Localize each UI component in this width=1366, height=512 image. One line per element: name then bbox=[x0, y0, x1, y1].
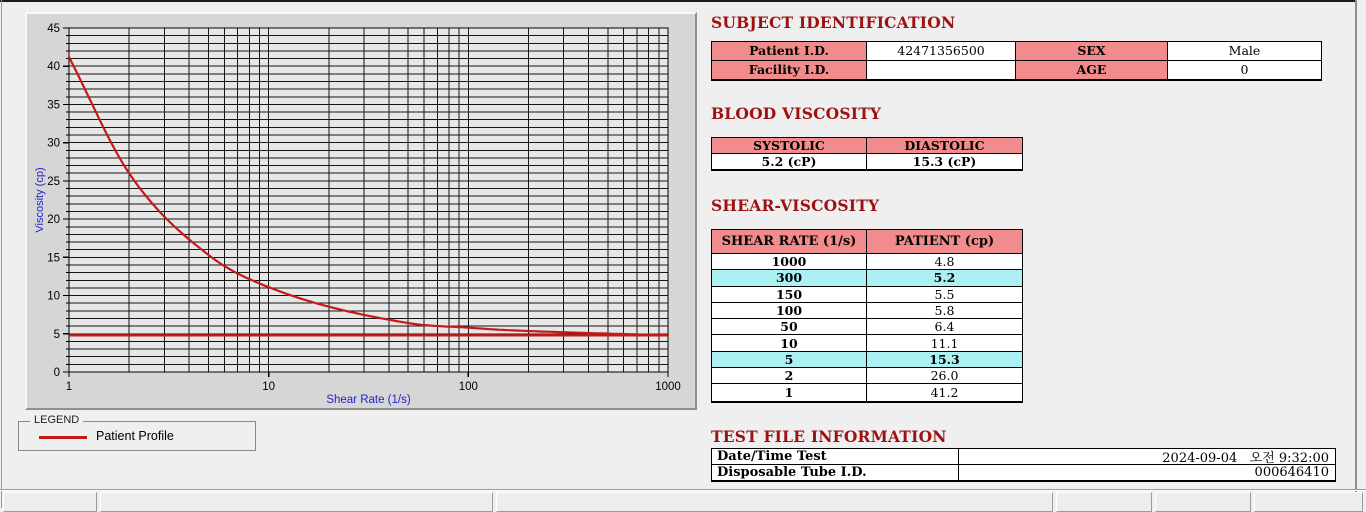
svg-text:20: 20 bbox=[47, 214, 60, 227]
svg-text:15: 15 bbox=[47, 252, 60, 265]
sex-value: Male bbox=[1168, 42, 1321, 61]
status-segment bbox=[1254, 492, 1363, 512]
test-file-information-title: TEST FILE INFORMATION bbox=[711, 427, 947, 446]
patient-id-label: Patient I.D. bbox=[712, 42, 867, 61]
shear-viscosity-chart-panel bbox=[25, 12, 697, 410]
svg-text:1000: 1000 bbox=[655, 381, 681, 393]
patient-viscosity-cell: 6.4 bbox=[867, 319, 1022, 335]
disposable-tube-id-value: 000646410 bbox=[1254, 464, 1329, 480]
shear-rate-cell: 5 bbox=[712, 352, 867, 368]
svg-text:0: 0 bbox=[53, 367, 60, 379]
patient-viscosity-cell: 5.5 bbox=[867, 287, 1022, 303]
shear-rate-cell: 10 bbox=[712, 335, 867, 351]
shear-viscosity-title: SHEAR-VISCOSITY bbox=[711, 196, 880, 215]
diastolic-value: 15.3 (cP) bbox=[912, 154, 977, 169]
legend-line-sample bbox=[39, 436, 87, 439]
diastolic-header: DIASTOLIC bbox=[867, 138, 1022, 154]
patient-viscosity-cell: 41.2 bbox=[930, 385, 959, 401]
statusbar-separator-highlight bbox=[0, 490, 1366, 491]
patient-viscosity-cell: 5.2 bbox=[867, 270, 1022, 286]
status-segment bbox=[1056, 492, 1152, 512]
svg-text:1: 1 bbox=[65, 381, 73, 393]
svg-text:5: 5 bbox=[53, 328, 60, 341]
svg-text:25: 25 bbox=[47, 175, 60, 188]
patient-viscosity-cell: 5.8 bbox=[867, 303, 1022, 319]
age-value: 0 bbox=[1240, 62, 1249, 78]
systolic-header: SYSTOLIC bbox=[712, 138, 867, 154]
shear-viscosity-chart bbox=[27, 14, 695, 408]
patient-viscosity-cell: 15.3 bbox=[867, 352, 1022, 368]
svg-text:45: 45 bbox=[47, 23, 60, 35]
shear-rate-header: SHEAR RATE (1/s) bbox=[712, 230, 867, 254]
disposable-tube-id-label: Disposable Tube I.D. bbox=[712, 465, 959, 481]
shear-rate-cell: 2 bbox=[712, 368, 867, 384]
shear-rate-cell: 1000 bbox=[712, 254, 867, 270]
shear-rate-cell: 50 bbox=[712, 319, 867, 335]
status-segment bbox=[3, 492, 97, 512]
status-segment bbox=[1155, 492, 1251, 512]
shear-rate-cell: 300 bbox=[712, 270, 867, 286]
svg-text:10: 10 bbox=[262, 381, 276, 393]
x-axis-title: Shear Rate (1/s) bbox=[326, 394, 411, 406]
subject-identification-table bbox=[711, 41, 1322, 81]
patient-id-value: 42471356500 bbox=[867, 42, 1016, 61]
blood-viscosity-table bbox=[711, 137, 1023, 171]
window-border-right bbox=[1355, 0, 1357, 508]
patient-viscosity-cell: 11.1 bbox=[867, 335, 1022, 351]
shear-rate-cell: 150 bbox=[712, 287, 867, 303]
patient-viscosity-cell: 4.8 bbox=[867, 254, 1022, 270]
window-border-left bbox=[1, 0, 2, 508]
age-label: AGE bbox=[1016, 61, 1168, 80]
patient-viscosity-cell: 26.0 bbox=[867, 368, 1022, 384]
svg-text:100: 100 bbox=[458, 381, 478, 393]
shear-rate-cell: 100 bbox=[712, 303, 867, 319]
shear-viscosity-table bbox=[711, 229, 1023, 403]
subject-identification-title: SUBJECT IDENTIFICATION bbox=[711, 13, 956, 32]
svg-text:30: 30 bbox=[47, 137, 60, 150]
facility-id-label: Facility I.D. bbox=[712, 61, 867, 80]
svg-text:35: 35 bbox=[47, 99, 60, 112]
svg-text:10: 10 bbox=[47, 290, 60, 303]
blood-viscosity-title: BLOOD VISCOSITY bbox=[711, 104, 882, 123]
systolic-value: 5.2 (cP) bbox=[712, 154, 867, 169]
test-file-information-table bbox=[711, 448, 1336, 482]
plot-area bbox=[69, 28, 668, 372]
facility-id-value bbox=[867, 61, 1016, 80]
legend-series-label: Patient Profile bbox=[96, 429, 174, 443]
sex-label: SEX bbox=[1016, 42, 1168, 61]
y-axis-title: Viscosity (cp) bbox=[34, 167, 46, 233]
date-time-test-value: 2024-09-04 오전 9:32:00 bbox=[959, 449, 1335, 465]
svg-text:40: 40 bbox=[47, 61, 60, 74]
patient-cp-header: PATIENT (cp) bbox=[867, 230, 1022, 254]
status-segment bbox=[100, 492, 493, 512]
x-axis bbox=[66, 372, 681, 393]
legend-box bbox=[18, 414, 256, 451]
shear-rate-cell: 1 bbox=[712, 384, 867, 400]
status-segment bbox=[496, 492, 1053, 512]
window-border-top bbox=[0, 0, 1356, 2]
y-axis bbox=[47, 23, 69, 379]
legend-caption: LEGEND bbox=[30, 414, 83, 426]
date-time-test-label: Date/Time Test bbox=[712, 449, 959, 465]
